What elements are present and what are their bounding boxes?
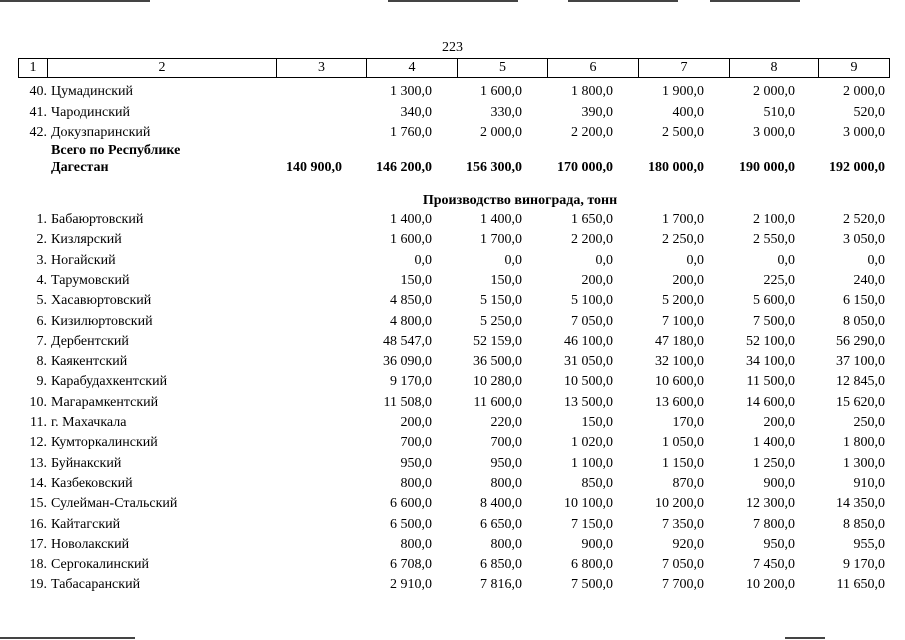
value-col-4: 48 547,0 (383, 333, 432, 349)
value-col-5: 36 500,0 (473, 354, 522, 370)
value-col-6: 1 100,0 (571, 455, 613, 471)
value-col-4: 1 600,0 (390, 232, 432, 248)
value-col-7: 7 350,0 (662, 516, 704, 532)
value-col-8: 510,0 (763, 104, 795, 120)
district-name: Сулейман-Стальский (51, 496, 178, 512)
value-col-8: 2 550,0 (753, 232, 795, 248)
district-name: Кизилюртовский (51, 313, 153, 329)
value-col-9: 2 520,0 (843, 212, 885, 227)
row-number: 17. (29, 536, 47, 552)
value-col-6: 7 050,0 (571, 313, 613, 329)
value-col-8: 10 200,0 (746, 577, 795, 593)
value-col-4: 1 760,0 (390, 125, 432, 140)
value-col-5: 150,0 (490, 272, 522, 288)
table-row (0, 291, 905, 311)
district-name: Сергокалинский (51, 557, 150, 573)
row-number: 9. (36, 374, 47, 390)
district-name: Буйнакский (51, 455, 122, 471)
value-col-5: 2 000,0 (480, 125, 522, 140)
table-row (0, 413, 905, 433)
header-col-9: 9 (818, 59, 890, 77)
value-col-8: 7 800,0 (753, 516, 795, 532)
value-col-7: 1 150,0 (662, 455, 704, 471)
value-col-8: 950,0 (763, 536, 795, 552)
value-col-6: 6 800,0 (571, 557, 613, 573)
table-row (0, 555, 905, 575)
district-name: Каякентский (51, 354, 128, 370)
scan-edge-bottom-2 (785, 637, 825, 639)
header-col-1: 1 (18, 59, 47, 77)
total-col-3: 140 900,0 (286, 160, 342, 175)
row-number: 41. (29, 104, 47, 120)
row-number: 15. (29, 496, 47, 512)
value-col-9: 8 850,0 (843, 516, 885, 532)
value-col-4: 150,0 (400, 272, 432, 288)
district-name: Казбековский (51, 475, 133, 491)
header-col-3: 3 (276, 59, 366, 77)
row-number: 11. (30, 415, 47, 430)
value-col-4: 4 800,0 (390, 313, 432, 329)
value-col-5: 1 700,0 (480, 232, 522, 248)
value-col-7: 1 050,0 (662, 435, 704, 451)
value-col-9: 3 000,0 (843, 125, 885, 140)
value-col-7: 0,0 (686, 252, 704, 268)
value-col-8: 1 250,0 (753, 455, 795, 471)
value-col-6: 7 500,0 (571, 577, 613, 593)
value-col-7: 870,0 (672, 475, 704, 491)
total-col-4: 146 200,0 (376, 160, 432, 175)
value-col-4: 36 090,0 (383, 354, 432, 370)
header-col-4: 4 (366, 59, 457, 77)
row-number: 14. (29, 475, 47, 491)
value-col-5: 950,0 (490, 455, 522, 471)
value-col-4: 800,0 (400, 536, 432, 552)
district-name: Магарамкентский (51, 394, 159, 410)
value-col-8: 34 100,0 (746, 354, 795, 370)
value-col-7: 2 250,0 (662, 232, 704, 248)
row-number: 4. (36, 272, 47, 288)
value-col-8: 12 300,0 (746, 496, 795, 512)
value-col-8: 3 000,0 (753, 125, 795, 140)
table-row (0, 332, 905, 352)
value-col-5: 1 400,0 (480, 212, 522, 227)
value-col-9: 3 050,0 (843, 232, 885, 248)
value-col-8: 2 100,0 (753, 212, 795, 227)
value-col-9: 240,0 (853, 272, 885, 288)
value-col-9: 910,0 (853, 475, 885, 491)
value-col-9: 1 300,0 (843, 455, 885, 471)
scan-edge-top-1 (0, 0, 150, 2)
district-name: Хасавюртовский (51, 293, 152, 309)
table-row (0, 433, 905, 453)
value-col-9: 56 290,0 (836, 333, 885, 349)
value-col-9: 12 845,0 (836, 374, 885, 390)
value-col-4: 700,0 (400, 435, 432, 451)
row-number: 8. (36, 354, 47, 370)
scan-edge-top-4 (710, 0, 800, 2)
table-row (0, 515, 905, 535)
total-col-5: 156 300,0 (466, 160, 522, 175)
table-row (0, 393, 905, 413)
total-label-line1: Всего по Республике (51, 143, 181, 158)
value-col-8: 5 600,0 (753, 293, 795, 309)
value-col-9: 37 100,0 (836, 354, 885, 370)
value-col-7: 7 050,0 (662, 557, 704, 573)
row-number: 6. (36, 313, 47, 329)
table-header-row (18, 58, 890, 78)
row-number: 19. (29, 577, 47, 593)
table-row (0, 575, 905, 595)
total-label-line2: Дагестан (51, 160, 109, 175)
table-row (0, 372, 905, 392)
row-number: 42. (29, 125, 47, 140)
table-row (0, 271, 905, 291)
value-col-8: 52 100,0 (746, 333, 795, 349)
district-name: Табасаранский (51, 577, 141, 593)
value-col-6: 2 200,0 (571, 125, 613, 140)
table-row (0, 103, 905, 123)
value-col-7: 13 600,0 (655, 394, 704, 410)
total-col-7: 180 000,0 (648, 160, 704, 175)
row-number: 7. (36, 333, 47, 349)
value-col-6: 1 800,0 (571, 84, 613, 99)
total-row (0, 158, 905, 178)
scan-edge-top-2 (388, 0, 518, 2)
value-col-9: 8 050,0 (843, 313, 885, 329)
value-col-5: 10 280,0 (473, 374, 522, 390)
district-name: Тарумовский (51, 272, 130, 288)
row-number: 1. (36, 212, 47, 227)
total-col-9: 192 000,0 (829, 160, 885, 175)
value-col-7: 7 700,0 (662, 577, 704, 593)
value-col-4: 200,0 (400, 415, 432, 430)
value-col-9: 14 350,0 (836, 496, 885, 512)
value-col-4: 9 170,0 (390, 374, 432, 390)
value-col-5: 52 159,0 (473, 333, 522, 349)
district-name: г. Махачкала (51, 415, 127, 430)
district-name: Карабудахкентский (51, 374, 168, 390)
value-col-7: 200,0 (672, 272, 704, 288)
value-col-8: 200,0 (763, 415, 795, 430)
district-name: Новолакский (51, 536, 130, 552)
value-col-6: 7 150,0 (571, 516, 613, 532)
header-col-7: 7 (638, 59, 729, 77)
value-col-7: 10 600,0 (655, 374, 704, 390)
value-col-9: 0,0 (867, 252, 885, 268)
table-row (0, 251, 905, 271)
value-col-5: 11 600,0 (473, 394, 522, 410)
value-col-9: 955,0 (853, 536, 885, 552)
header-col-6: 6 (547, 59, 638, 77)
table-row (0, 352, 905, 372)
value-col-4: 11 508,0 (383, 394, 432, 410)
value-col-6: 46 100,0 (564, 333, 613, 349)
value-col-5: 800,0 (490, 536, 522, 552)
value-col-6: 900,0 (581, 536, 613, 552)
row-number: 16. (29, 516, 47, 532)
row-number: 12. (29, 435, 47, 451)
header-col-8: 8 (729, 59, 818, 77)
district-name: Ногайский (51, 252, 116, 268)
value-col-8: 7 450,0 (753, 557, 795, 573)
value-col-8: 7 500,0 (753, 313, 795, 329)
table-row (0, 312, 905, 332)
value-col-6: 31 050,0 (564, 354, 613, 370)
value-col-7: 1 900,0 (662, 84, 704, 99)
value-col-6: 1 650,0 (571, 212, 613, 227)
value-col-7: 32 100,0 (655, 354, 704, 370)
value-col-6: 200,0 (581, 272, 613, 288)
value-col-4: 6 500,0 (390, 516, 432, 532)
value-col-7: 2 500,0 (662, 125, 704, 140)
value-col-5: 7 816,0 (480, 577, 522, 593)
value-col-7: 10 200,0 (655, 496, 704, 512)
value-col-8: 2 000,0 (753, 84, 795, 99)
scan-edge-bottom-1 (0, 637, 135, 639)
value-col-7: 5 200,0 (662, 293, 704, 309)
district-name: Кумторкалинский (51, 435, 158, 451)
row-number: 2. (36, 232, 47, 248)
value-col-6: 390,0 (581, 104, 613, 120)
value-col-6: 13 500,0 (564, 394, 613, 410)
value-col-7: 7 100,0 (662, 313, 704, 329)
district-name: Кизлярский (51, 232, 122, 248)
value-col-8: 225,0 (763, 272, 795, 288)
row-number: 40. (29, 84, 47, 99)
value-col-8: 1 400,0 (753, 435, 795, 451)
value-col-4: 4 850,0 (390, 293, 432, 309)
value-col-6: 5 100,0 (571, 293, 613, 309)
value-col-9: 250,0 (853, 415, 885, 430)
page-number: 223 (442, 40, 463, 55)
row-number: 18. (29, 557, 47, 573)
value-col-4: 2 910,0 (390, 577, 432, 593)
table-row (0, 474, 905, 494)
district-name: Докузпаринский (51, 125, 151, 140)
value-col-6: 10 100,0 (564, 496, 613, 512)
scan-edge-top-3 (568, 0, 678, 2)
value-col-6: 0,0 (595, 252, 613, 268)
value-col-8: 900,0 (763, 475, 795, 491)
value-col-9: 15 620,0 (836, 394, 885, 410)
value-col-4: 950,0 (400, 455, 432, 471)
value-col-8: 14 600,0 (746, 394, 795, 410)
value-col-9: 9 170,0 (843, 557, 885, 573)
value-col-5: 330,0 (490, 104, 522, 120)
value-col-6: 10 500,0 (564, 374, 613, 390)
value-col-7: 920,0 (672, 536, 704, 552)
value-col-4: 340,0 (400, 104, 432, 120)
value-col-4: 0,0 (414, 252, 432, 268)
district-name: Бабаюртовский (51, 212, 144, 227)
value-col-5: 5 250,0 (480, 313, 522, 329)
value-col-7: 400,0 (672, 104, 704, 120)
value-col-9: 520,0 (853, 104, 885, 120)
value-col-5: 800,0 (490, 475, 522, 491)
district-name: Кайтагский (51, 516, 121, 532)
value-col-5: 5 150,0 (480, 293, 522, 309)
value-col-6: 1 020,0 (571, 435, 613, 451)
value-col-9: 1 800,0 (843, 435, 885, 451)
value-col-5: 0,0 (504, 252, 522, 268)
row-number: 5. (36, 293, 47, 309)
value-col-5: 700,0 (490, 435, 522, 451)
value-col-9: 6 150,0 (843, 293, 885, 309)
value-col-5: 8 400,0 (480, 496, 522, 512)
value-col-4: 1 300,0 (390, 84, 432, 99)
table-row (0, 494, 905, 514)
value-col-6: 2 200,0 (571, 232, 613, 248)
table-row (0, 230, 905, 250)
value-col-7: 47 180,0 (655, 333, 704, 349)
value-col-4: 6 708,0 (390, 557, 432, 573)
table-row (0, 454, 905, 474)
value-col-9: 2 000,0 (843, 84, 885, 99)
header-col-5: 5 (457, 59, 547, 77)
section-title: Производство винограда, тонн (422, 193, 618, 208)
value-col-8: 11 500,0 (746, 374, 795, 390)
header-col-2: 2 (47, 59, 276, 77)
district-name: Дербентский (51, 333, 129, 349)
table-row (0, 210, 905, 230)
district-name: Цумадинский (51, 84, 134, 99)
value-col-5: 1 600,0 (480, 84, 522, 99)
value-col-6: 150,0 (581, 415, 613, 430)
value-col-5: 6 850,0 (480, 557, 522, 573)
table-row (0, 82, 905, 102)
row-number: 13. (29, 455, 47, 471)
value-col-5: 220,0 (490, 415, 522, 430)
row-number: 3. (36, 252, 47, 268)
value-col-7: 170,0 (672, 415, 704, 430)
table-row (0, 123, 905, 143)
total-col-8: 190 000,0 (739, 160, 795, 175)
table-row (0, 535, 905, 555)
value-col-7: 1 700,0 (662, 212, 704, 227)
total-col-6: 170 000,0 (557, 160, 613, 175)
value-col-8: 0,0 (777, 252, 795, 268)
value-col-4: 6 600,0 (390, 496, 432, 512)
value-col-9: 11 650,0 (836, 577, 885, 593)
district-name: Чародинский (51, 104, 131, 120)
value-col-6: 850,0 (581, 475, 613, 491)
value-col-4: 800,0 (400, 475, 432, 491)
value-col-4: 1 400,0 (390, 212, 432, 227)
row-number: 10. (29, 394, 47, 410)
value-col-5: 6 650,0 (480, 516, 522, 532)
